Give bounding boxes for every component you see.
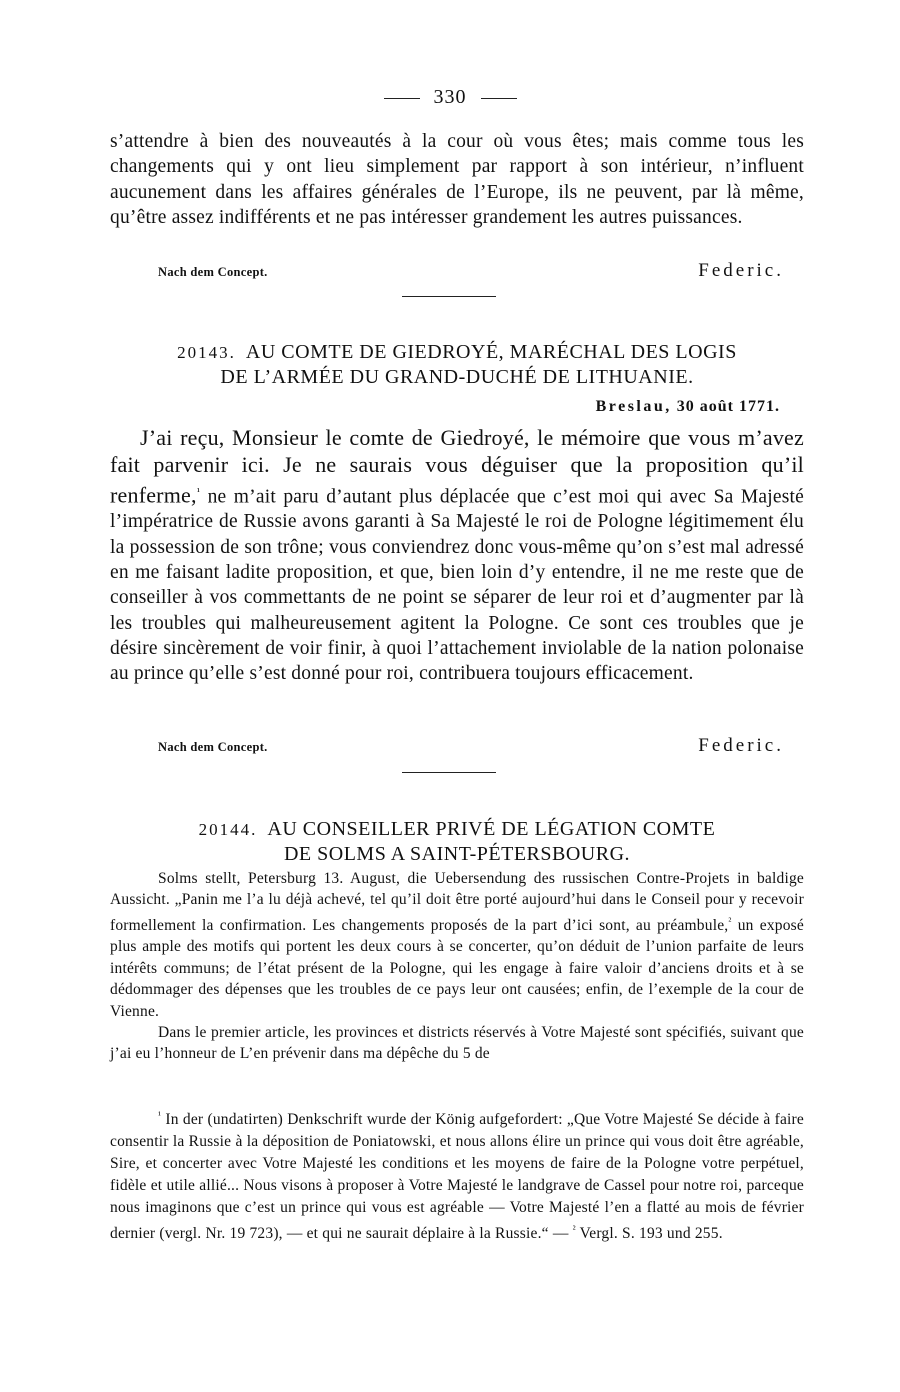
footnote-mark: ¹	[158, 1110, 162, 1121]
dateline-date: 30 août 1771.	[676, 398, 780, 415]
letter-title-line-2: DE L’ARMÉE DU GRAND-DUCHÉ DE LITHUANIE.	[220, 366, 694, 388]
footnote-ref: ¹	[196, 485, 201, 498]
summary-text-b: un exposé plus ample des motifs qui portent les deux cours à se concerter, qu’on déduit de l’union parfaite de leurs intérêts communs; de l’état présent de la Pologne, qui les engage à faire valoir d’anciens droits et à se dédommager des dépenses que les troubles de ce pays leur ont causées; enfin, de l’exemple de la cour de Vienne.	[110, 916, 804, 1020]
footnote-mark: ²	[572, 1223, 576, 1235]
continued-paragraph-text: s’attendre à bien des nouveautés à la cour où vous êtes; mais comme tous les changements qui y ont lieu simplement par rapport à son intérieur, n’influent aucunement dans les affaires générales de l’Europe, ils ne peuvent, par là même, qu’être assez indifférents et ne pas intéresser grandement les autres puissances.	[110, 131, 804, 228]
letter-number: 20143.	[177, 343, 236, 362]
letter-heading	[110, 817, 804, 866]
letter-heading-line-1	[110, 340, 804, 365]
dateline	[596, 398, 780, 416]
letter-heading-line-1	[110, 817, 804, 842]
dateline-place: Breslau,	[595, 398, 672, 415]
letter-number: 20144.	[198, 820, 258, 839]
footnote-text: In der (undatirten) Denkschrift wurde der König aufgefordert: „Que Votre Majesté Se décide à faire consentir la Russie à la déposition de Poniatowski, et nous allons élire un prince qui vous doit être agréable, Sire, et concerter avec Votre Majesté les conditions et les moyens de faire de la Pologne votre perpétuel, fidèle et utile allié... Nous visons à proposer à Votre Majesté le landgrave de Cassel pour notre roi, parceque nous imaginons que c’est un prince qui vous est agréable — Votre Majesté l’en a flatté au mois de février dernier (vergl. Nr. 19 723), — et qui ne saurait déplaire à la Russie.“ —	[110, 1111, 804, 1242]
header-dash-left	[384, 98, 420, 99]
top-signature-row	[158, 258, 784, 282]
source-note: Nach dem Concept.	[158, 265, 268, 279]
letter-title-line-1: AU COMTE DE GIEDROYÉ, MARÉCHAL DES LOGIS	[245, 341, 737, 363]
summary-paragraph	[110, 868, 804, 1022]
summary-paragraph: Dans le premier article, les provinces et districts réservés à Votre Majesté sont spécifiés, suivant que j’ai eu l’honneur de L’en prévenir dans ma dépêche du 5 de	[110, 1024, 804, 1063]
letter-body-paragraph	[110, 425, 804, 686]
continued-paragraph	[110, 129, 804, 230]
footnotes	[110, 1105, 804, 1245]
letter-title-line-1: AU CONSEILLER PRIVÉ DE LÉGATION COMTE	[267, 818, 716, 840]
summary-text-a: Solms stellt, Petersburg 13. August, die Uebersendung des russischen Contre-Projets in baldige Aussicht. „Panin me l’a lu déjà achevé, tel qu’il doit être porté aujourd’hui dans le Conseil pour y recevoir formellement la confirmation. Les changements proposés de la part d’ici sont, au préambule,	[110, 870, 804, 934]
header-dash-right	[481, 98, 517, 99]
footnote-text: Vergl. S. 193 und 255.	[575, 1224, 723, 1242]
letter-title-line-2: DE SOLMS A SAINT-PÉTERSBOURG.	[283, 843, 631, 865]
page-header	[0, 86, 900, 109]
signature: Federic.	[698, 735, 784, 756]
footnote-ref: ²	[728, 915, 732, 927]
source-note: Nach dem Concept.	[158, 740, 268, 754]
section-divider	[402, 772, 496, 773]
letter-body-text-b: ne m’ait paru d’autant plus déplacée que c’est moi qui avec Sa Majesté l’impératrice de Russie avons garanti à Sa Majesté le roi de Pologne légitimement élu la possession de son trône; vous conviendrez donc vous-même qu’on s’est mal adressé en me faisant ladite proposition, et que, bien loin d’y entendre, il ne me reste que de conseiller à vos commettants de ne point se séparer de leur roi et d’augmenter par là les troubles qui malheureusement agitent la Pologne. Ce sont ces troubles que je désire sincèrement de voir finir, à quoi l’attachement inviolable de la nation polonaise au prince qu’elle s’est donné pour roi, contribuera toujours efficacement.	[110, 486, 804, 685]
footnote	[110, 1105, 804, 1245]
letter-body-text-a: J’ai reçu, Monsieur le comte de Giedroyé, le mémoire que vous m’avez fait parvenir ici. Je ne saurais vous déguiser que la proposition qu’il renferme,	[110, 425, 804, 508]
letter-heading	[110, 340, 804, 389]
letter-signature-row	[158, 733, 784, 757]
letter-summary	[110, 868, 804, 1065]
letter-body	[110, 425, 804, 686]
section-divider	[402, 296, 496, 297]
page-number: 330	[433, 86, 467, 108]
signature: Federic.	[698, 260, 784, 281]
